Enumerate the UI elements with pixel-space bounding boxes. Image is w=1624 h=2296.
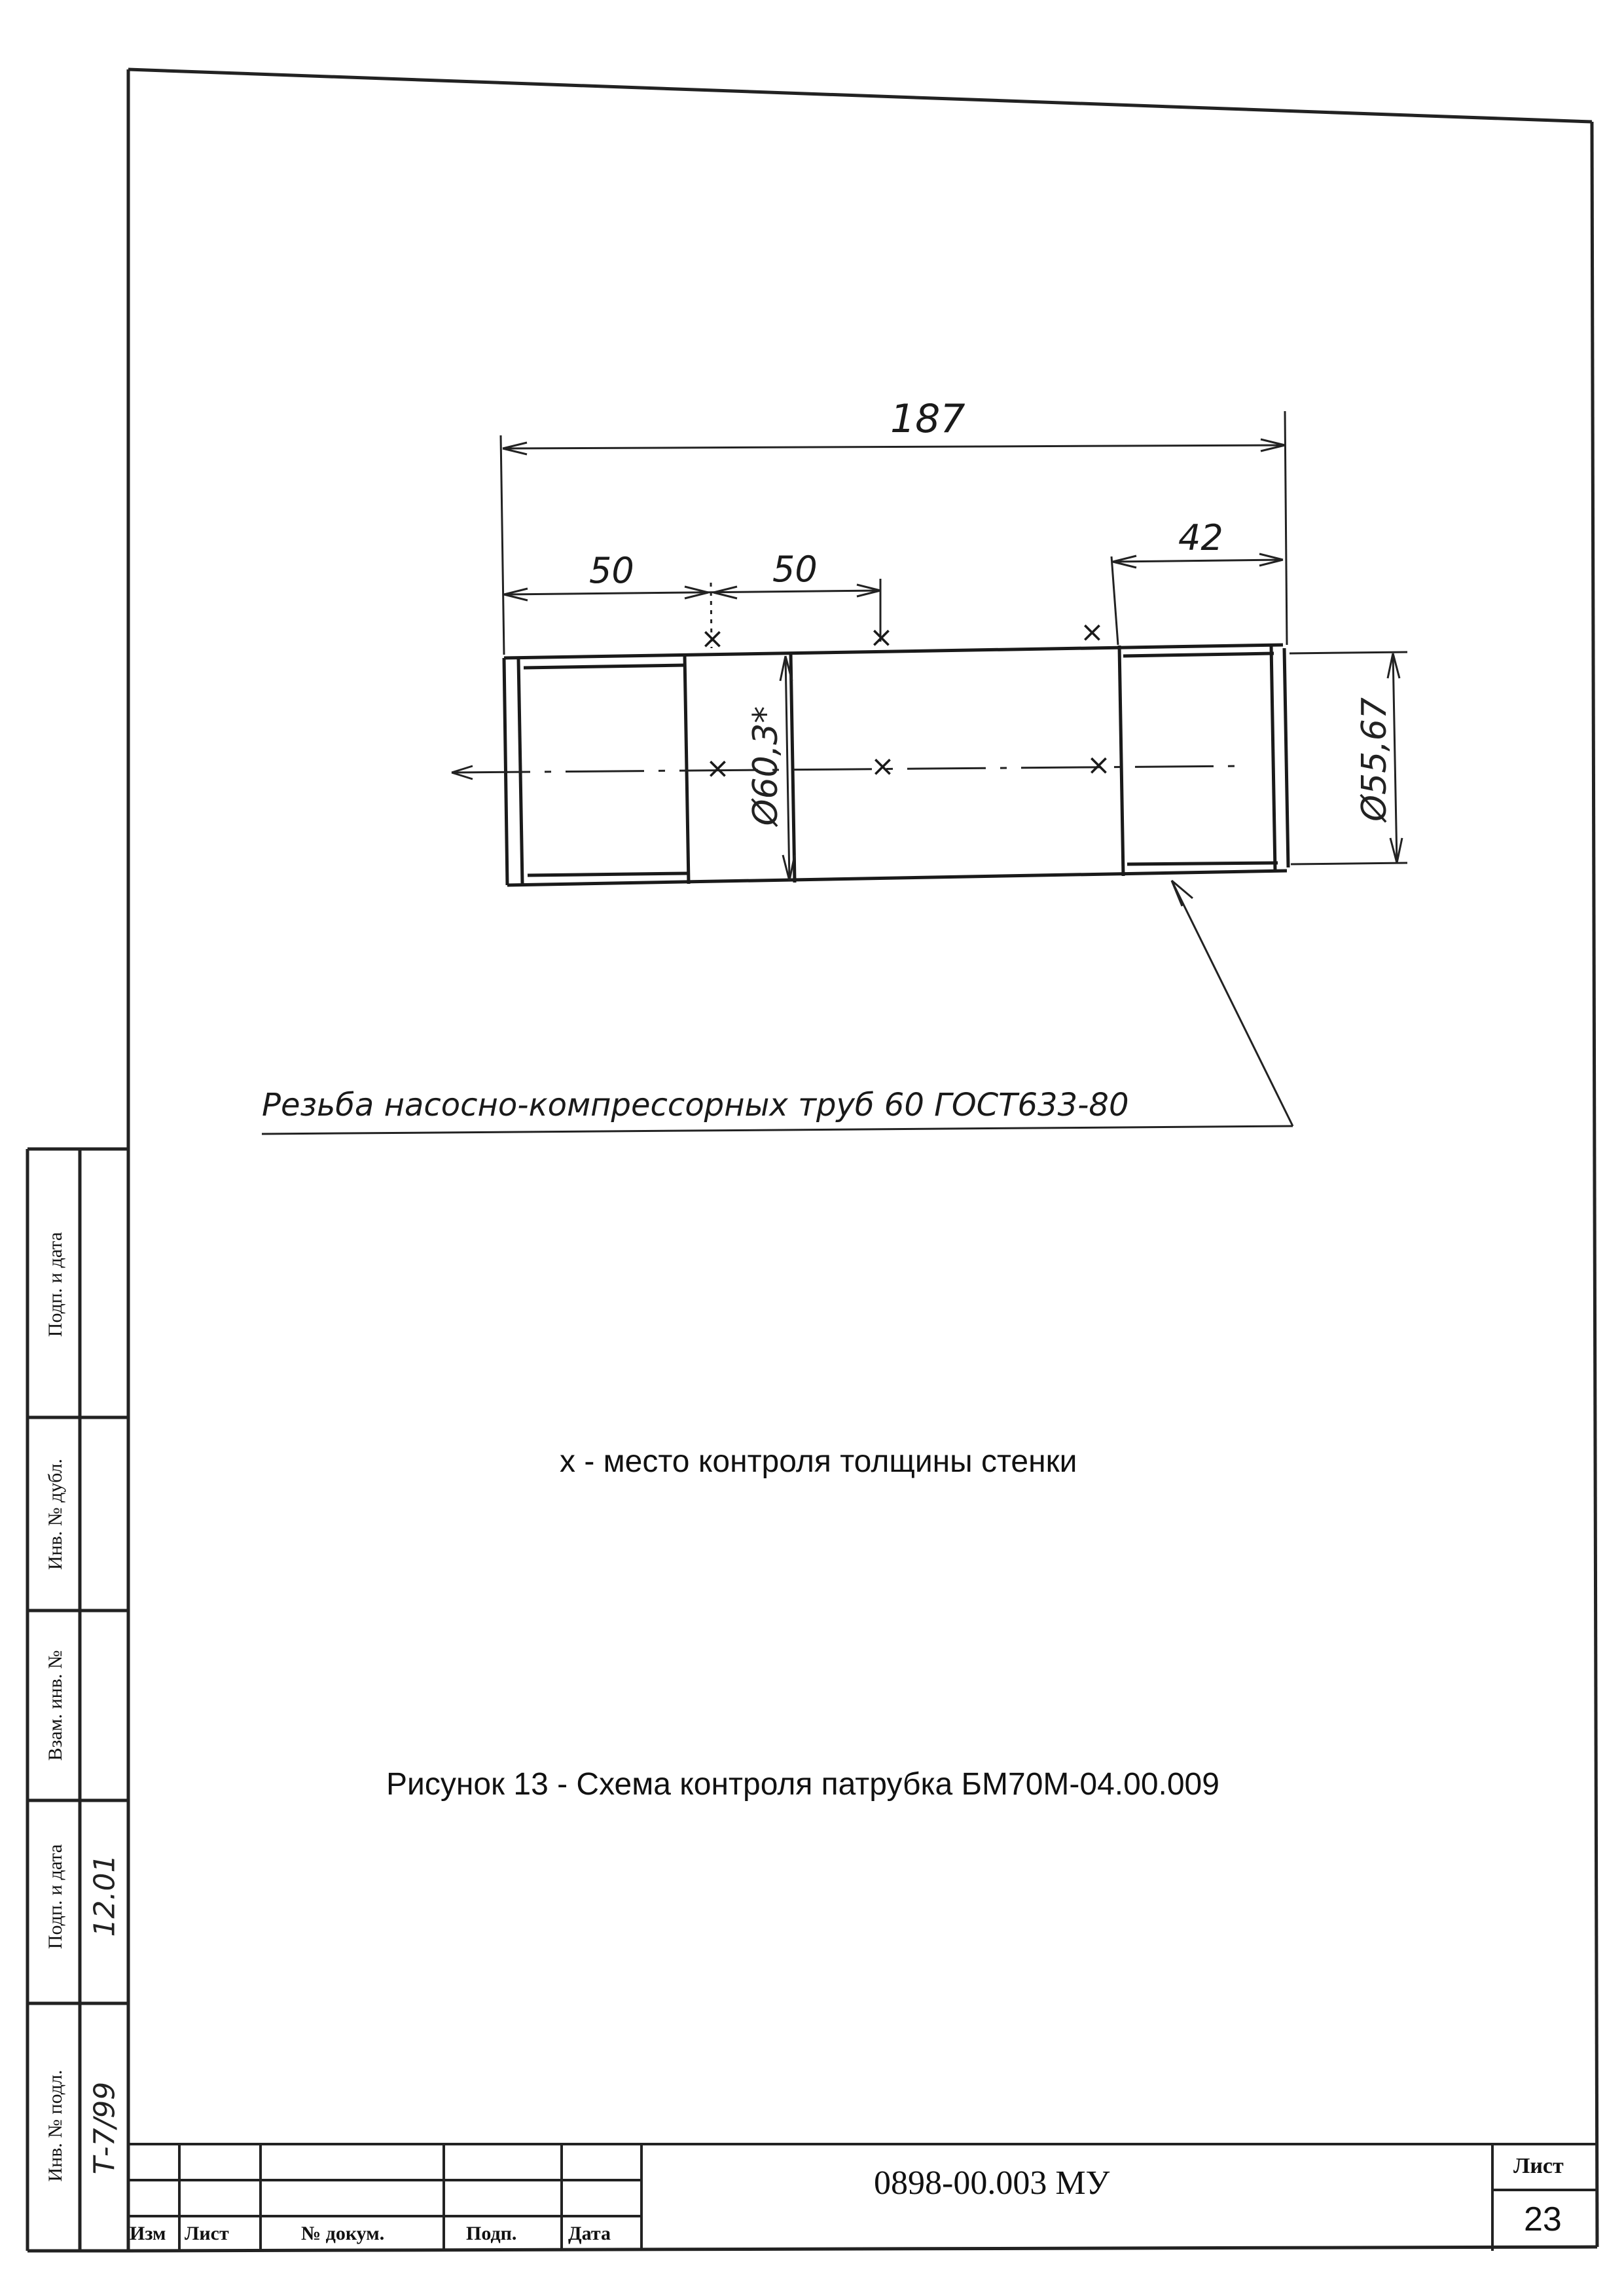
side-label-duplicate-inv: Инв. № дубл. xyxy=(45,1459,66,1570)
figure-caption: Рисунок 13 - Схема контроля патрубка БМ70М-04.00.009 xyxy=(386,1767,1219,1802)
legend-text: х - место контроля толщины стенки xyxy=(560,1444,1077,1479)
dimension-right-42: 42 xyxy=(1178,517,1223,558)
dimension-overall: 187 xyxy=(890,396,965,442)
dimension-body-diameter: Ø60,3* xyxy=(746,706,785,826)
thread-note: Резьба насосно-компрессорных труб 60 ГОСТ633-80 xyxy=(262,1087,1129,1123)
side-inv-number-value: Т-7/99 xyxy=(88,2081,122,2175)
dimension-left-50: 50 xyxy=(589,550,634,591)
sheet-number: 23 xyxy=(1524,2200,1562,2238)
part-outline xyxy=(504,645,1288,885)
dimension-middle-50: 50 xyxy=(772,549,818,590)
dimension-thread-diameter: Ø55,67 xyxy=(1355,697,1394,822)
control-mark-mid-3: × xyxy=(1087,748,1111,782)
title-header-date: Дата xyxy=(568,2223,611,2244)
title-header-doc-number: № докум. xyxy=(301,2223,385,2244)
control-mark-top-3: × xyxy=(1080,615,1104,649)
control-mark-top-1: × xyxy=(700,622,725,655)
sheet-label: Лист xyxy=(1513,2154,1564,2178)
side-signature-date-value: 12.01 xyxy=(88,1854,122,1937)
title-header-signature: Подп. xyxy=(466,2223,517,2244)
side-label-signature-date-2: Подп. и дата xyxy=(45,1231,66,1338)
side-label-signature-date-1: Подп. и дата xyxy=(45,1844,66,1950)
title-header-sheet: Лист xyxy=(185,2223,229,2244)
title-header-change: Изм xyxy=(130,2223,166,2244)
document-code: 0898-00.003 МУ xyxy=(874,2164,1110,2202)
control-mark-top-2: × xyxy=(869,621,893,654)
side-label-inv-original: Инв. № подл. xyxy=(45,2069,66,2182)
control-mark-mid-2: × xyxy=(871,750,895,783)
side-label-replacement-inv: Взам. инв. № xyxy=(45,1650,66,1761)
center-line xyxy=(452,766,1244,779)
frame-border xyxy=(27,69,1597,2251)
control-mark-mid-1: × xyxy=(706,752,730,785)
dimension-lines xyxy=(262,411,1407,1134)
